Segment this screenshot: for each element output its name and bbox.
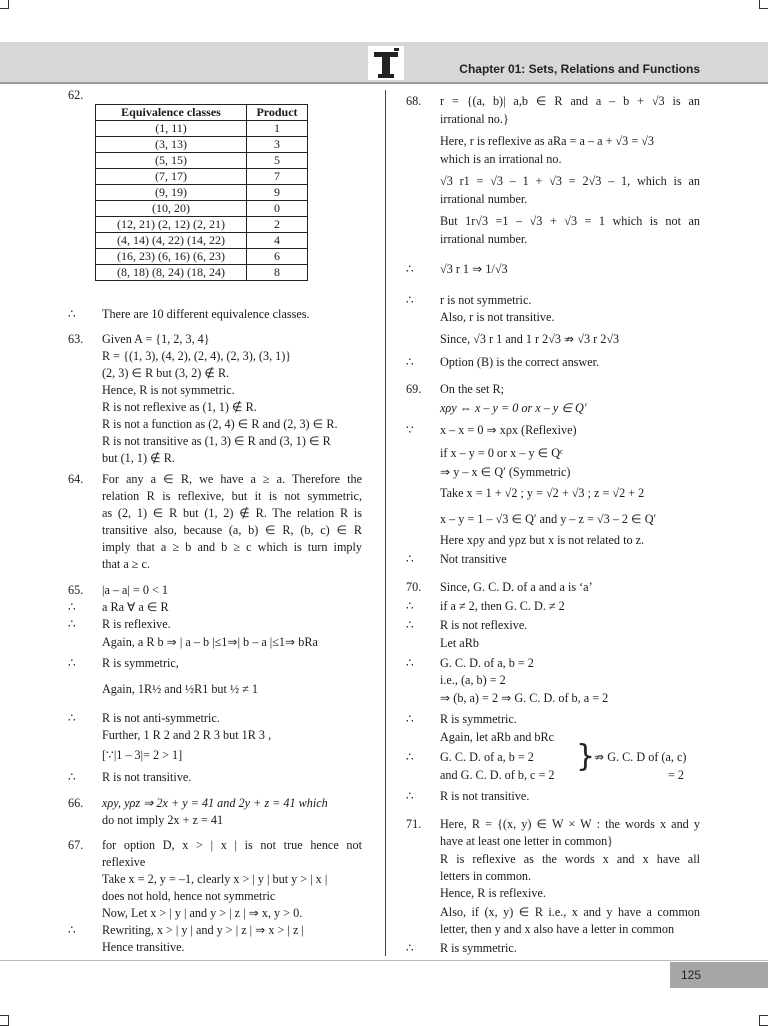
equivalence-classes-table xyxy=(95,104,308,281)
footer-rule xyxy=(0,960,768,961)
answer-line: Option (B) is the correct answer. xyxy=(440,355,600,369)
answer-line: Hence, R is not symmetric. xyxy=(102,383,235,397)
therefore-symbol: ∴ xyxy=(406,552,414,566)
answer-line: if a ≠ 2, then G. C. D. ≠ 2 xyxy=(440,599,565,613)
answer-line: which is an irrational no. xyxy=(440,152,562,166)
answer-line: Here, r is reflexive as aRa = a – a + √3 = √3 xyxy=(440,134,655,148)
crop-mark-bottom-right xyxy=(759,1015,768,1026)
answer-line: Also, if (x, y) ∈ R i.e., x and y have a common xyxy=(440,905,700,919)
answer-line: G. C. D. of a, b = 2 xyxy=(440,656,534,670)
answer-line: But 1r√3 =1 – √3 + √3 = 1 which is not an xyxy=(440,214,700,228)
answer-line: does not hold, hence not symmetric xyxy=(102,889,276,903)
table-header-product: Product xyxy=(247,105,308,121)
answer-line: reflexive xyxy=(102,855,146,869)
answer-line: Again, a R b ⇒ | a – b |≤1⇒| b – a |≤1⇒ bRa xyxy=(102,635,318,649)
table-cell: (4, 14) (4, 22) (14, 22) xyxy=(96,233,247,249)
answer-line: R is symmetric. xyxy=(440,712,517,726)
therefore-symbol: ∴ xyxy=(406,355,414,369)
table-cell: 0 xyxy=(247,201,308,217)
answer-line: Since, √3 r 1 and 1 r 2√3 ⇏ √3 r 2√3 xyxy=(440,332,620,346)
answer-line: R is not transitive. xyxy=(440,789,530,803)
answer-line: Let aRb xyxy=(440,636,479,650)
table-row xyxy=(96,137,308,153)
answer-line: R is symmetric, xyxy=(102,656,179,670)
table-row xyxy=(96,265,308,281)
table-cell: 5 xyxy=(247,153,308,169)
therefore-symbol: ∴ xyxy=(68,923,76,937)
answer-line: = 2 xyxy=(668,768,685,782)
question-number: 66. xyxy=(68,796,84,810)
answer-line: relation R is reflexive, but it is not symmetric, xyxy=(102,489,362,503)
answer-line: ⇏ G. C. D of (a, c) xyxy=(594,750,687,764)
chapter-title: Chapter 01: Sets, Relations and Functions xyxy=(459,62,700,76)
therefore-symbol: ∴ xyxy=(68,600,76,614)
answer-line: irrational number. xyxy=(440,232,528,246)
therefore-symbol: ∴ xyxy=(406,618,414,632)
column-divider xyxy=(385,90,386,956)
because-symbol: ∵ xyxy=(406,423,414,437)
answer-line: letters in common. xyxy=(440,869,532,883)
therefore-symbol: ∴ xyxy=(406,656,414,670)
table-row xyxy=(96,169,308,185)
answer-line: Rewriting, x > | y | and y > | z | ⇒ x > | z | xyxy=(102,923,304,937)
question-number: 67. xyxy=(68,838,84,852)
table-cell: 7 xyxy=(247,169,308,185)
answer-line: x – y = 1 – √3 ∈ Q′ and y – z = √3 – 2 ∈ Q′ xyxy=(440,512,657,526)
answer-line: ⇒ y – x ∈ Q′ (Symmetric) xyxy=(440,465,571,479)
answer-line: r is not symmetric. xyxy=(440,293,532,307)
header-rule xyxy=(0,82,768,84)
answer-line: imply that a ≥ b and b ≥ c which is turn imply xyxy=(102,540,362,554)
therefore-symbol: ∴ xyxy=(406,941,414,955)
answer-line: (2, 3) ∈ R but (3, 2) ∉ R. xyxy=(102,366,230,380)
answer-line: Again, 1R½ and ½R1 but ½ ≠ 1 xyxy=(102,682,258,696)
answer-line: but (1, 1) ∉ R. xyxy=(102,451,175,465)
question-number: 70. xyxy=(406,580,422,594)
therefore-symbol: ∴ xyxy=(68,656,76,670)
table-cell: (3, 13) xyxy=(96,137,247,153)
answer-line: irrational no.} xyxy=(440,112,509,126)
answer-line: Take x = 1 + √2 ; y = √2 + √3 ; z = √2 + 2 xyxy=(440,486,645,500)
answer-line: that a ≥ c. xyxy=(102,557,150,571)
question-number: 62. xyxy=(68,88,84,102)
answer-line: R is reflexive. xyxy=(102,617,171,631)
answer-line: √3 r 1 ⇒ 1/√3 xyxy=(440,262,508,276)
table-cell: (12, 21) (2, 12) (2, 21) xyxy=(96,217,247,233)
answer-line: R is not reflexive as (1, 1) ∉ R. xyxy=(102,400,257,414)
answer-line: Hence, R is reflexive. xyxy=(440,886,546,900)
answer-line: R is not a function as (2, 4) ∈ R and (2, 3) ∈ R. xyxy=(102,417,338,431)
answer-line: Here, R = {(x, y) ∈ W × W : the words x and y xyxy=(440,817,700,831)
answer-line: Not transitive xyxy=(440,552,507,566)
table-row xyxy=(96,249,308,265)
table-row xyxy=(96,201,308,217)
answer-line: For any a ∈ R, we have a ≥ a. Therefore the xyxy=(102,472,362,486)
answer-line: x – x = 0 ⇒ xρx (Reflexive) xyxy=(440,423,577,437)
crop-mark-top-left xyxy=(0,0,9,9)
answer-line: [∵|1 – 3|= 2 > 1] xyxy=(102,748,183,762)
answer-line: R is not transitive as (1, 3) ∈ R and (3, 1) ∈ R xyxy=(102,434,331,448)
answer-line: On the set R; xyxy=(440,382,504,396)
answer-line: xρy ⇔ x – y = 0 or x – y ∈ Q′ xyxy=(440,401,587,415)
answer-line: R is symmetric. xyxy=(440,941,517,955)
therefore-symbol: ∴ xyxy=(406,293,414,307)
table-cell: 4 xyxy=(247,233,308,249)
answer-line: Here xρy and yρz but x is not related to z. xyxy=(440,533,645,547)
question-number: 68. xyxy=(406,94,422,108)
therefore-symbol: ∴ xyxy=(68,711,76,725)
question-number: 69. xyxy=(406,382,422,396)
answer-line: for option D, x > | x | is not true hence not xyxy=(102,838,362,852)
table-cell: 3 xyxy=(247,137,308,153)
answer-line: xρy, yρz ⇒ 2x + y = 41 and 2y + z = 41 which xyxy=(102,796,328,810)
answer-line: if x – y = 0 or x – y ∈ Qᶜ xyxy=(440,446,564,460)
answer-line: do not imply 2x + z = 41 xyxy=(102,813,224,827)
table-cell: 6 xyxy=(247,249,308,265)
answer-line: transitive also, because (a, b) ∈ R, (b, c) ∈ R xyxy=(102,523,362,537)
answer-line: ⇒ (b, a) = 2 ⇒ G. C. D. of b, a = 2 xyxy=(440,691,609,705)
answer-line: a Ra ∀ a ∈ R xyxy=(102,600,169,614)
answer-line: Now, Let x > | y | and y > | z | ⇒ x, y > 0. xyxy=(102,906,303,920)
question-number: 65. xyxy=(68,583,84,597)
table-cell: (1, 11) xyxy=(96,121,247,137)
therefore-symbol: ∴ xyxy=(406,599,414,613)
answer-line: r = {(a, b)| a,b ∈ R and a – b + √3 is an xyxy=(440,94,700,108)
answer-line: Also, r is not transitive. xyxy=(440,310,555,324)
therefore-symbol: ∴ xyxy=(68,770,76,784)
answer-line: Again, let aRb and bRc xyxy=(440,730,555,744)
table-row xyxy=(96,217,308,233)
question-number: 63. xyxy=(68,332,84,346)
table-cell: (5, 15) xyxy=(96,153,247,169)
therefore-symbol: ∴ xyxy=(68,307,76,321)
crop-mark-bottom-left xyxy=(0,1015,9,1026)
answer-line: letter, then y and x also have a letter in common xyxy=(440,922,675,936)
table-cell: 2 xyxy=(247,217,308,233)
answer-line: i.e., (a, b) = 2 xyxy=(440,673,506,687)
table-cell: 9 xyxy=(247,185,308,201)
therefore-symbol: ∴ xyxy=(68,617,76,631)
answer-line: G. C. D. of a, b = 2 xyxy=(440,750,534,764)
answer-line: have at least one letter in common} xyxy=(440,834,614,848)
question-number: 64. xyxy=(68,472,84,486)
answer-line: and G. C. D. of b, c = 2 xyxy=(440,768,555,782)
table-cell: 1 xyxy=(247,121,308,137)
therefore-symbol: ∴ xyxy=(406,750,414,764)
answer-line: as (2, 1) ∈ R but (1, 2) ∉ R. The relation R is xyxy=(102,506,362,520)
page-number: 125 xyxy=(680,968,702,982)
answer-line: Since, G. C. D. of a and a is ‘a’ xyxy=(440,580,593,594)
table-cell: (7, 17) xyxy=(96,169,247,185)
question-number: 71. xyxy=(406,817,422,831)
therefore-symbol: ∴ xyxy=(406,262,414,276)
table-cell: (8, 18) (8, 24) (18, 24) xyxy=(96,265,247,281)
answer-line: R = {(1, 3), (4, 2), (2, 4), (2, 3), (3, 1)} xyxy=(102,349,292,363)
answer-line: R is not anti-symmetric. xyxy=(102,711,220,725)
table-row xyxy=(96,233,308,249)
answer-line: R is reflexive as the words x and x have all xyxy=(440,852,700,866)
answer-line: Given A = {1, 2, 3, 4} xyxy=(102,332,210,346)
therefore-symbol: ∴ xyxy=(406,789,414,803)
table-row xyxy=(96,121,308,137)
table-row xyxy=(96,153,308,169)
answer-line: |a – a| = 0 < 1 xyxy=(102,583,169,597)
right-brace-icon: } xyxy=(576,739,596,774)
table-cell: (16, 23) (6, 16) (6, 23) xyxy=(96,249,247,265)
table-header-classes: Equivalence classes xyxy=(96,105,247,121)
answer-line: Hence transitive. xyxy=(102,940,185,954)
table-cell: (10, 20) xyxy=(96,201,247,217)
table-cell: 8 xyxy=(247,265,308,281)
answer-line: R is not reflexive. xyxy=(440,618,528,632)
answer-line: There are 10 different equivalence classes. xyxy=(102,307,310,321)
answer-line: √3 r1 = √3 – 1 + √3 = 2√3 – 1, which is an xyxy=(440,174,700,188)
publisher-pillar-logo-icon xyxy=(368,46,404,80)
crop-mark-top-right xyxy=(759,0,768,9)
answer-line: R is not transitive. xyxy=(102,770,192,784)
answer-line: Further, 1 R 2 and 2 R 3 but 1R 3 , xyxy=(102,728,272,742)
answer-line: Take x = 2, y = –1, clearly x > | y | but y > | x | xyxy=(102,872,328,886)
answer-line: irrational number. xyxy=(440,192,528,206)
table-cell: (9, 19) xyxy=(96,185,247,201)
table-row xyxy=(96,185,308,201)
therefore-symbol: ∴ xyxy=(406,712,414,726)
